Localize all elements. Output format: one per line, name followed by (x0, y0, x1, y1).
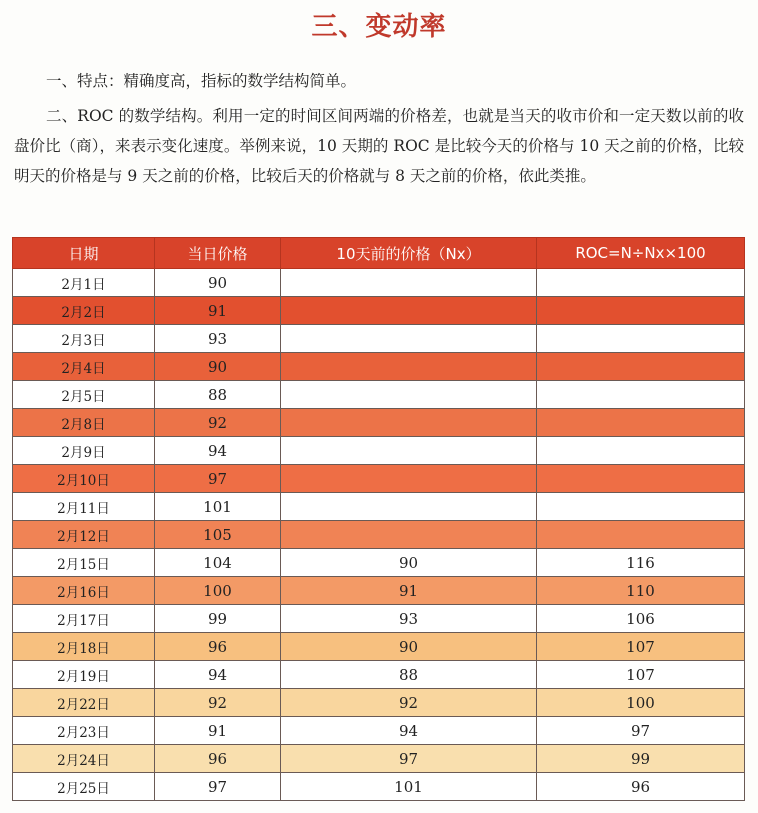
cell-date: 2月18日 (13, 633, 155, 661)
cell-price: 96 (155, 745, 281, 773)
cell-roc: 116 (537, 549, 745, 577)
cell-roc: 106 (537, 605, 745, 633)
cell-roc (537, 521, 745, 549)
cell-date: 2月11日 (13, 493, 155, 521)
roc-table (12, 237, 745, 801)
cell-date: 2月10日 (13, 465, 155, 493)
table-row (13, 381, 745, 409)
cell-roc (537, 409, 745, 437)
cell-date: 2月24日 (13, 745, 155, 773)
table-row (13, 493, 745, 521)
cell-nx (281, 325, 537, 353)
header-roc: ROC=N÷Nx×100 (537, 238, 745, 269)
cell-nx: 97 (281, 745, 537, 773)
cell-price: 96 (155, 633, 281, 661)
cell-price: 90 (155, 353, 281, 381)
table-body (13, 269, 745, 801)
cell-roc (537, 493, 745, 521)
table-row (13, 325, 745, 353)
cell-price: 92 (155, 689, 281, 717)
cell-date: 2月15日 (13, 549, 155, 577)
cell-nx: 90 (281, 549, 537, 577)
cell-date: 2月19日 (13, 661, 155, 689)
cell-nx: 88 (281, 661, 537, 689)
cell-price: 92 (155, 409, 281, 437)
cell-nx (281, 269, 537, 297)
cell-nx (281, 409, 537, 437)
cell-roc (537, 325, 745, 353)
cell-roc (537, 269, 745, 297)
header-nx: 10天前的价格（Nx） (281, 238, 537, 269)
cell-roc (537, 437, 745, 465)
table-row (13, 437, 745, 465)
roc-table-container (12, 237, 744, 801)
table-row (13, 633, 745, 661)
cell-date: 2月4日 (13, 353, 155, 381)
cell-date: 2月22日 (13, 689, 155, 717)
paragraph-features: 一、特点：精确度高，指标的数学结构简单。 (46, 72, 357, 90)
cell-price: 93 (155, 325, 281, 353)
cell-nx: 101 (281, 773, 537, 801)
cell-nx: 91 (281, 577, 537, 605)
cell-price: 105 (155, 521, 281, 549)
cell-price: 90 (155, 269, 281, 297)
cell-price: 101 (155, 493, 281, 521)
cell-nx: 94 (281, 717, 537, 745)
page-title: 三、变动率 (311, 12, 447, 42)
cell-roc: 107 (537, 633, 745, 661)
cell-roc (537, 381, 745, 409)
cell-price: 104 (155, 549, 281, 577)
cell-nx (281, 521, 537, 549)
cell-nx (281, 493, 537, 521)
cell-roc: 96 (537, 773, 745, 801)
cell-date: 2月9日 (13, 437, 155, 465)
table-row (13, 717, 745, 745)
cell-price: 88 (155, 381, 281, 409)
cell-nx: 90 (281, 633, 537, 661)
cell-price: 91 (155, 297, 281, 325)
header-price: 当日价格 (155, 238, 281, 269)
cell-date: 2月5日 (13, 381, 155, 409)
cell-nx (281, 353, 537, 381)
paragraph-roc-structure: 二、ROC 的数学结构。利用一定的时间区间两端的价格差，也就是当天的收市价和一定天数以前的收盘价比（商），来表示变化速度。举例来说，10 天期的 ROC 是比较今天的价格与 10 天之前的价格，比较明天的价格是与 9 天之前的价格，比较后天的价格就与 8 天之前的价格，依此类推。 (14, 107, 744, 185)
cell-roc: 99 (537, 745, 745, 773)
cell-date: 2月3日 (13, 325, 155, 353)
header-date: 日期 (13, 238, 155, 269)
table-row (13, 353, 745, 381)
cell-roc: 107 (537, 661, 745, 689)
cell-roc (537, 465, 745, 493)
cell-nx (281, 381, 537, 409)
table-row (13, 549, 745, 577)
cell-date: 2月23日 (13, 717, 155, 745)
cell-roc: 100 (537, 689, 745, 717)
table-header-row (13, 238, 745, 269)
table-row (13, 689, 745, 717)
cell-date: 2月17日 (13, 605, 155, 633)
cell-price: 97 (155, 773, 281, 801)
cell-nx (281, 297, 537, 325)
cell-price: 100 (155, 577, 281, 605)
cell-price: 94 (155, 661, 281, 689)
cell-roc: 97 (537, 717, 745, 745)
cell-roc (537, 297, 745, 325)
cell-date: 2月1日 (13, 269, 155, 297)
cell-nx: 92 (281, 689, 537, 717)
cell-nx (281, 465, 537, 493)
cell-date: 2月8日 (13, 409, 155, 437)
table-row (13, 297, 745, 325)
table-row (13, 577, 745, 605)
cell-roc: 110 (537, 577, 745, 605)
cell-nx (281, 437, 537, 465)
table-row (13, 605, 745, 633)
cell-date: 2月25日 (13, 773, 155, 801)
cell-price: 94 (155, 437, 281, 465)
table-row (13, 745, 745, 773)
table-row (13, 269, 745, 297)
cell-date: 2月2日 (13, 297, 155, 325)
cell-price: 91 (155, 717, 281, 745)
cell-price: 97 (155, 465, 281, 493)
table-row (13, 661, 745, 689)
table-row (13, 409, 745, 437)
table-row (13, 773, 745, 801)
cell-nx: 93 (281, 605, 537, 633)
cell-roc (537, 353, 745, 381)
cell-price: 99 (155, 605, 281, 633)
cell-date: 2月16日 (13, 577, 155, 605)
table-row (13, 521, 745, 549)
cell-date: 2月12日 (13, 521, 155, 549)
table-row (13, 465, 745, 493)
